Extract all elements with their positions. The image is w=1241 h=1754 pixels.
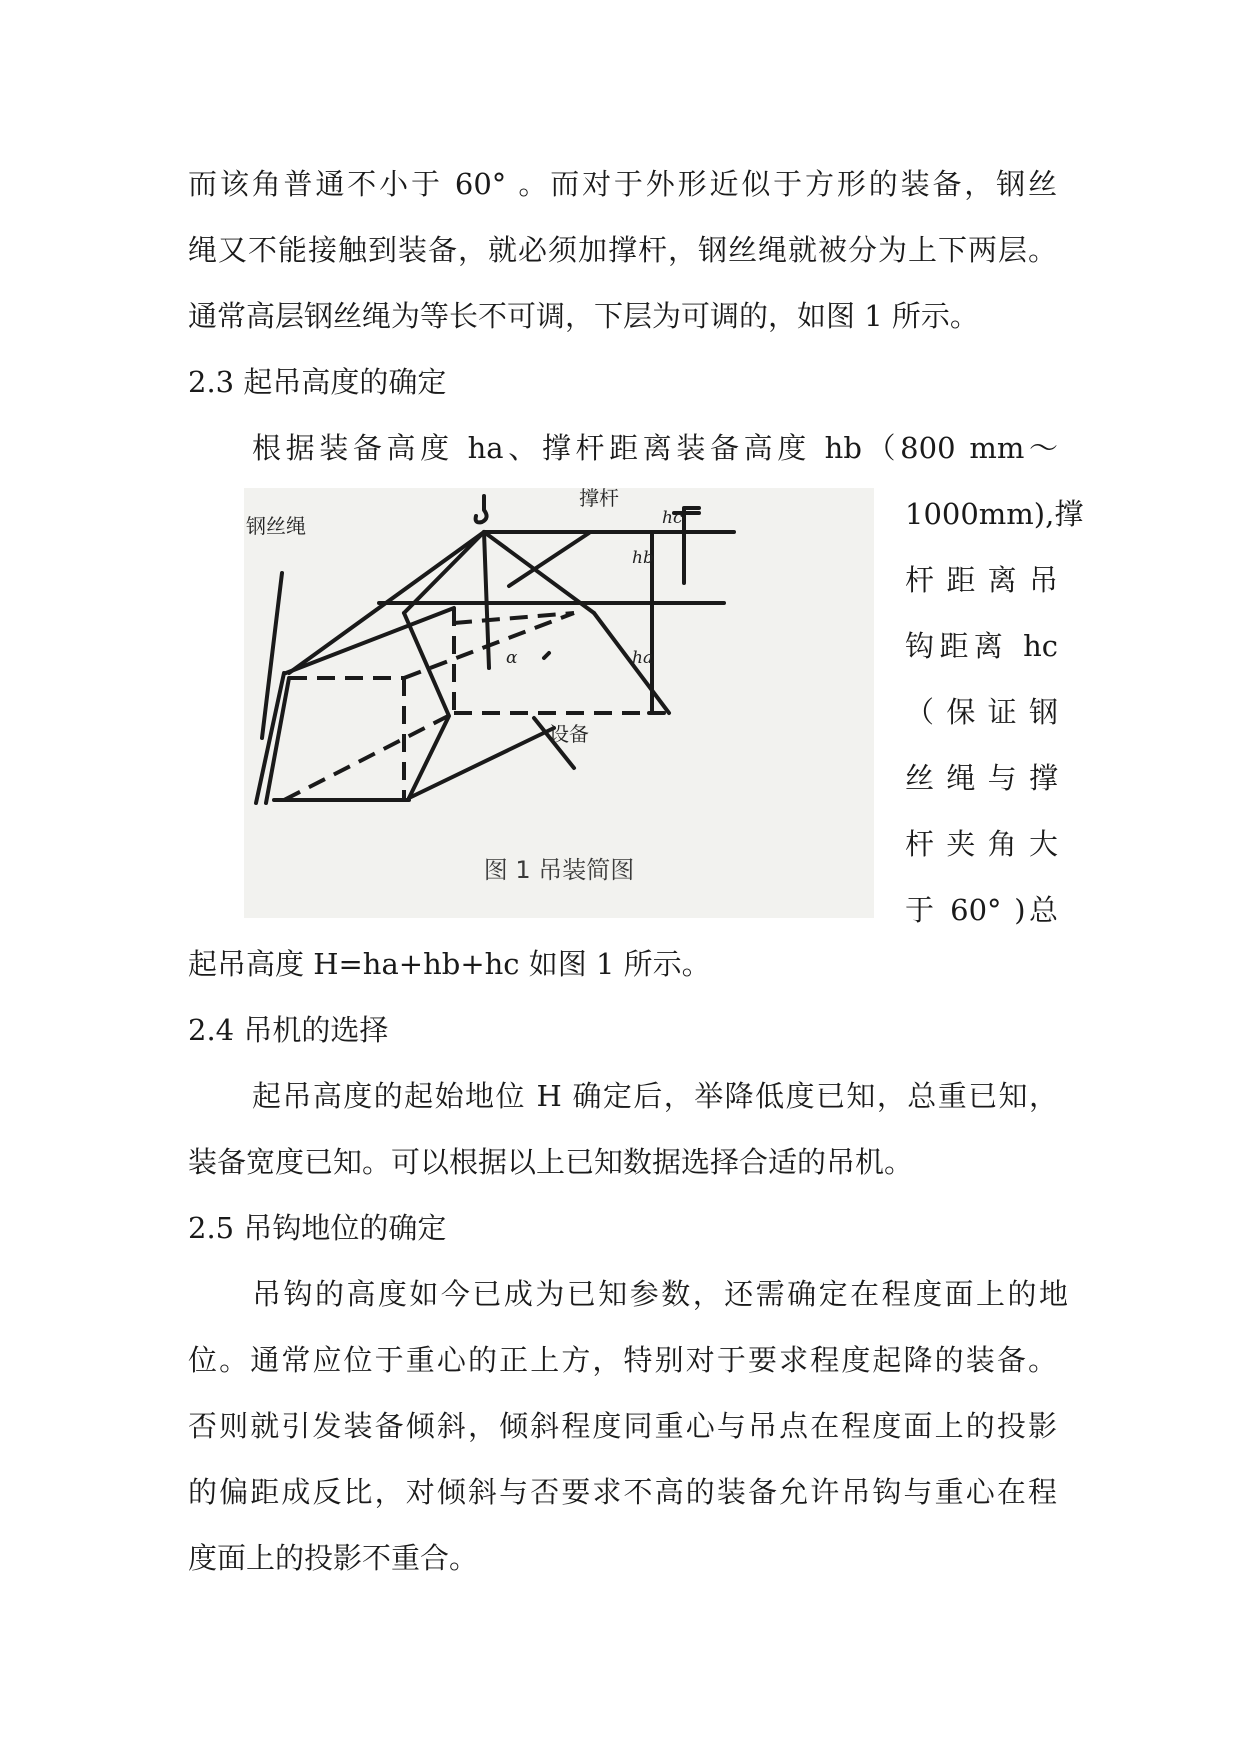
box-dashed-back-top [454, 613, 574, 623]
side-text-line-5: 丝绳与撑 [905, 761, 1058, 795]
hc-bracket [684, 508, 699, 583]
paragraph1-line-2: 绳又不能接触到装备，就必须加撑杆，钢丝绳就被分为上下两层。 [188, 233, 1057, 267]
section-2-5-line-4: 的偏距成反比，对倾斜与否要求不高的装备允许吊钩与重心在程 [188, 1475, 1057, 1509]
paragraph1-line-3: 通常高层钢丝绳为等长不可调，下层为可调的，如图 1 所示。 [188, 299, 979, 333]
side-text-line-3: 钩距离 hc [905, 629, 1058, 663]
paragraph1-line-1: 而该角普通不小于 60° 。而对于外形近似于方形的装备，钢丝 [188, 167, 1057, 201]
label-rope: 钢丝绳 [246, 514, 306, 538]
label-hc: hc [662, 508, 683, 528]
section-2-5-line-1: 吊钩的高度如今已成为已知参数，还需确定在程度面上的地 [252, 1277, 1068, 1311]
side-text-line-2: 杆距离吊 [905, 563, 1058, 597]
section-2-5-line-2: 位。通常应位于重心的正上方，特别对于要求程度起降的装备。 [188, 1343, 1057, 1377]
section-2-4-line-2: 装备宽度已知。可以根据以上已知数据选择合适的吊机。 [188, 1145, 914, 1179]
box-top-edge [286, 608, 454, 673]
side-text-line-6: 杆夹角大 [905, 827, 1058, 861]
label-hb: hb [632, 548, 654, 568]
rope-inner-left [404, 532, 484, 613]
box-bottom-edge [409, 728, 554, 798]
lower-rope-left [404, 613, 449, 798]
label-ha: ha [632, 648, 654, 668]
section-2-3-last-line: 起吊高度 H=ha+hb+hc 如图 1 所示。 [188, 947, 711, 981]
side-text-line-1: 1000mm),撑 [905, 497, 1084, 531]
label-alpha: α [506, 648, 518, 668]
rope-callout [262, 573, 282, 738]
side-text-line-4: （保证钢 [905, 695, 1058, 729]
label-strut: 撑杆 [579, 486, 619, 510]
section-2-5-line-5: 度面上的投影不重合。 [188, 1541, 479, 1575]
side-text-line-7: 于 60° )总 [905, 893, 1058, 927]
section-2-5-line-3: 否则就引发装备倾斜，倾斜程度同重心与吊点在程度面上的投影 [188, 1409, 1057, 1443]
label-equipment: 设备 [549, 722, 589, 746]
section-2-3-line-1: 根据装备高度 ha、撑杆距离装备高度 hb（800 mm～ [252, 431, 1058, 465]
section-2-4-line-1: 起吊高度的起始地位 H 确定后，举降低度已知，总重已知， [252, 1079, 1058, 1113]
section-2-4-heading: 2.4 吊机的选择 [188, 1013, 389, 1047]
section-2-5-heading: 2.5 吊钩地位的确定 [188, 1211, 447, 1245]
alpha-arc [544, 653, 549, 658]
figure-1 [244, 488, 874, 918]
hook-icon [476, 496, 487, 522]
section-2-3-heading: 2.3 起吊高度的确定 [188, 365, 447, 399]
rope-right [484, 532, 594, 613]
figure-caption: 图 1 吊装简图 [483, 856, 635, 884]
